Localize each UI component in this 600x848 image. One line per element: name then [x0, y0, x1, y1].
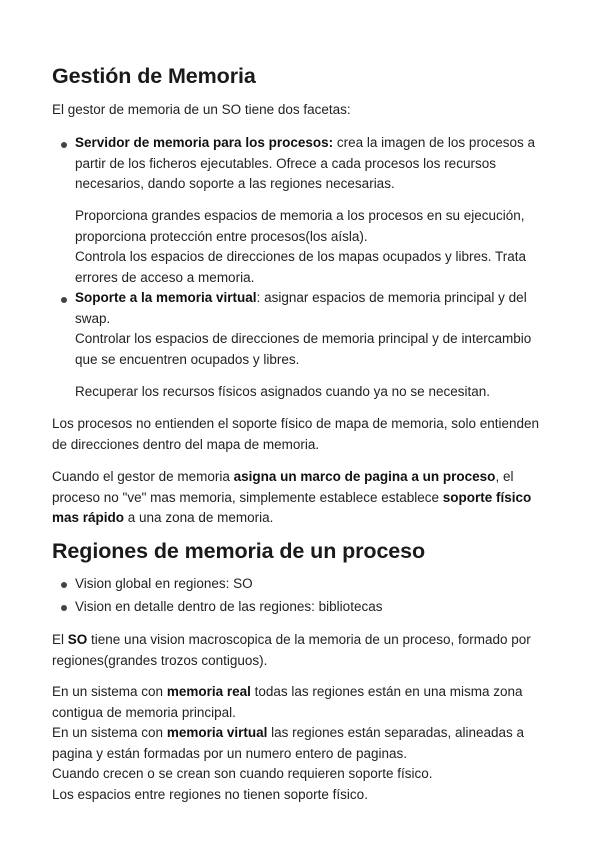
bullet-soporte-detail: Recuperar los recursos físicos asignados cuando ya no se necesitan.: [75, 384, 490, 399]
list-item-vision-global: Vision global en regiones: SO: [75, 576, 253, 591]
bullet-dot: [61, 605, 67, 611]
bullet-soporte-virtual: Soporte a la memoria virtual: asignar espacios de memoria principal y del swap. Controlar los espacios de direcciones de memoria principal y de intercambio que se encuentren ocupados y libres.: [75, 290, 532, 367]
paragraph-memoria-real-virtual: En un sistema con memoria real todas las regiones están en una misma zona contigua de memoria principal. En un sistema con memoria virtual las regiones están separadas, alineadas a pagina y están formadas por un numero entero de paginas. Cuando crecen o se crean son cuando requieren soporte físico. Los espacios entre regiones no tienen soporte físico.: [52, 684, 525, 802]
bullet-servidor-memoria: Servidor de memoria para los procesos: crea la imagen de los procesos a partir de los ficheros ejecutables. Ofrece a cada procesos los recursos necesarios, dando soporte a las regiones necesarias.: [75, 135, 535, 191]
bullet-term: Servidor de memoria para los procesos:: [75, 135, 334, 150]
bullet-dot: [61, 142, 67, 148]
bullet-dot: [61, 297, 67, 303]
bullet-servidor-detail: Proporciona grandes espacios de memoria a los procesos en su ejecución, proporciona protección entre procesos(los aísla). Controla los espacios de direcciones de los mapas ocupados y libres. Trata errores de acceso a memoria.: [75, 208, 526, 285]
paragraph-soporte-fisico: Los procesos no entienden el soporte físico de mapa de memoria, solo entienden de direcciones dentro del mapa de memoria.: [52, 416, 540, 452]
heading-regiones-memoria: Regiones de memoria de un proceso: [52, 539, 426, 563]
intro-paragraph: El gestor de memoria de un SO tiene dos facetas:: [52, 102, 351, 117]
bullet-term: Soporte a la memoria virtual: [75, 290, 257, 305]
heading-gestion-memoria: Gestión de Memoria: [52, 64, 256, 88]
paragraph-so-vision: El SO tiene una vision macroscopica de la memoria de un proceso, formado por regiones(grandes trozos contiguos).: [52, 632, 531, 668]
list-item-vision-detalle: Vision en detalle dentro de las regiones: bibliotecas: [75, 599, 383, 614]
paragraph-marco-pagina: Cuando el gestor de memoria asigna un marco de pagina a un proceso, el proceso no "ve" mas memoria, simplemente establece establece soporte físico mas rápido a una zona de memoria.: [52, 469, 532, 525]
bullet-dot: [61, 582, 67, 588]
